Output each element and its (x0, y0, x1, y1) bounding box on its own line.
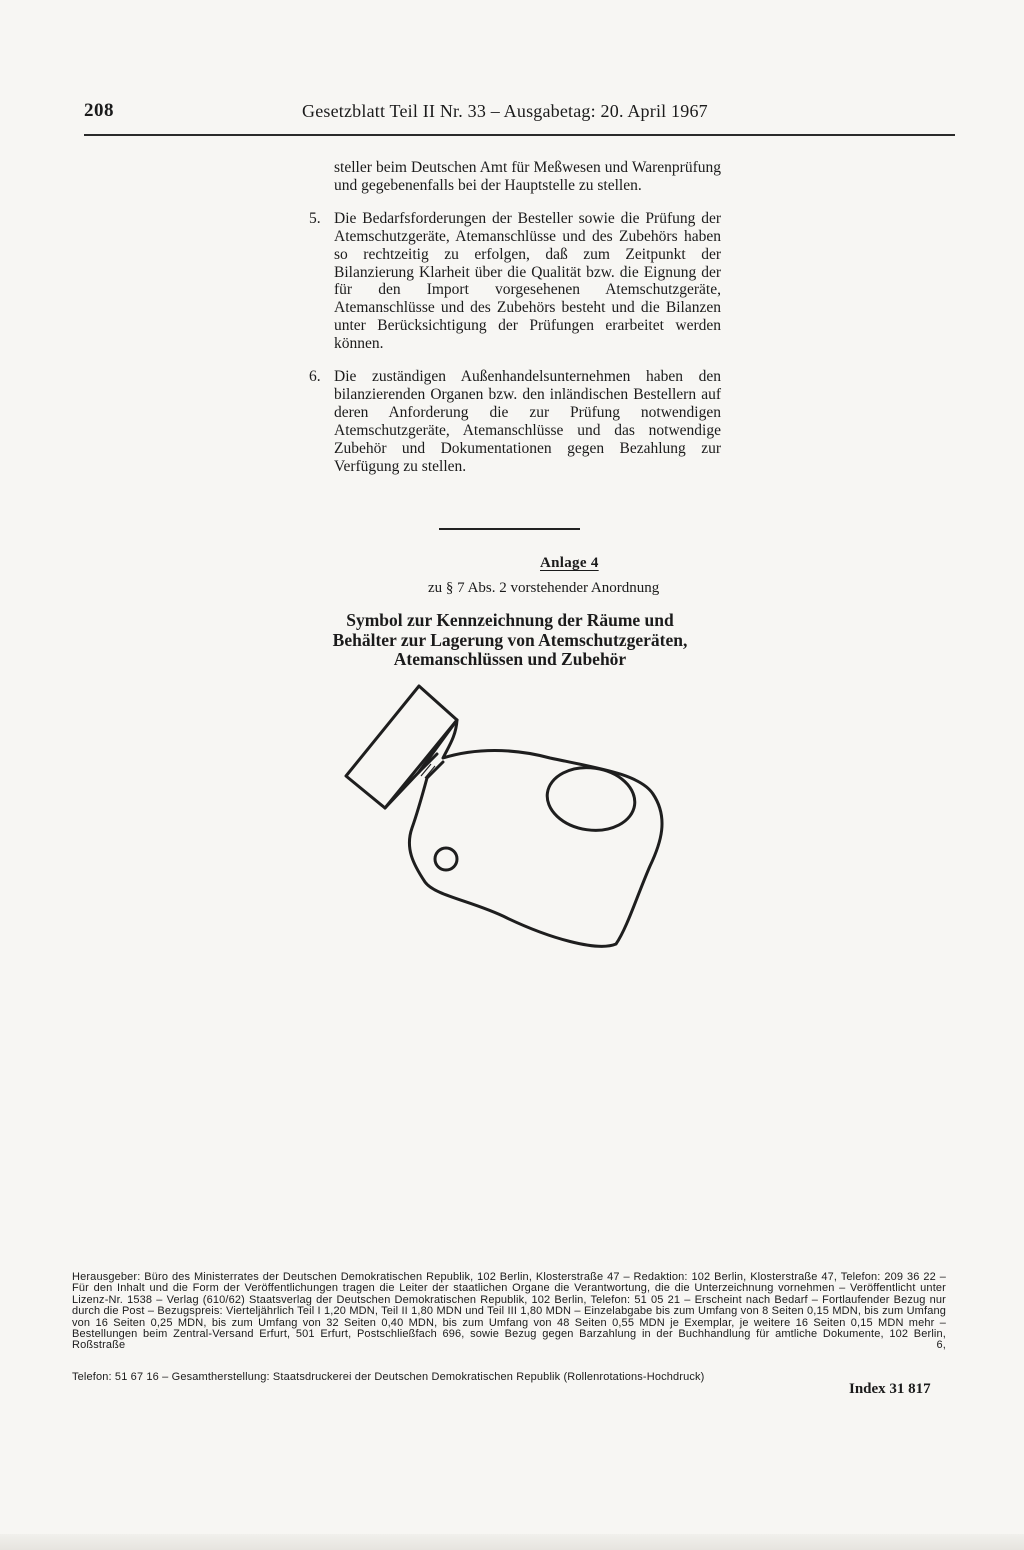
annex-reference: zu § 7 Abs. 2 vorstehender Anordnung (428, 580, 660, 596)
continuation-text: steller beim Deutschen Amt für Meßwesen und Warenprüfung und gegebenenfalls bei der Hauptstelle zu stellen. (334, 159, 721, 194)
respirator-canister-icon (335, 678, 680, 953)
canister-port (435, 848, 457, 870)
index-label: Index 31 817 (849, 1381, 931, 1397)
running-head: Gesetzblatt Teil II Nr. 33 – Ausgabetag: 20. April 1967 (302, 101, 708, 121)
caption-line: Symbol zur Kennzeichnung der Räume und (346, 610, 674, 630)
caption-line: Atemanschlüssen und Zubehör (393, 649, 627, 669)
item-number: 5. (309, 209, 321, 227)
section-divider (439, 528, 580, 530)
continuation-paragraph (309, 159, 721, 195)
item-text: Die Bedarfsforderungen der Besteller sowie die Prüfung der Atemschutzgeräte, Atemanschlüsse und des Zubehörs haben so rechtzeitig zu erfolgen, daß zum Zeitpunkt der Bilanzierung Klarheit über die Qualität bzw. die Eignung der für den Import vorgesehenen Atemschutzgeräte, Atemanschlüsse und des Zubehörs besteht und die Bilanzen unter Berücksichtigung der Prüfungen erarbeitet werden können. (334, 209, 721, 353)
imprint-block: Herausgeber: Büro des Ministerrates der Deutschen Demokratischen Republik, 102 Berlin, Klosterstraße 47 – Redaktion: 102 Berlin, Klosterstraße 47, Telefon: 209 36 22 – Für den Inhalt und die Form der Veröffentlichungen tragen die Leiter der staatlichen Organe die Verantwortung, die die Unterzeichnung vornehmen – Veröffentlicht unter Lizenz-Nr. 1538 – Verlag (610/62) Staatsverlag der Deutschen Demokratischen Republik, 102 Berlin, Telefon: 51 05 21 – Erscheint nach Bedarf – Fortlaufender Bezug nur durch die Post – Bezugspreis: Vierteljährlich Teil I 1,20 MDN, Teil II 1,80 MDN und Teil III 1,80 MDN – Einzelabgabe bis zum Umfang von 8 Seiten 0,15 MDN, bis zum Umfang von 16 Seiten 0,25 MDN, bis zum Umfang von 32 Seiten 0,40 MDN, bis zum Umfang von 48 Seiten 0,55 MDN je Exemplar, je weitere 16 Seiten 0,15 MDN mehr – Bestellungen beim Zentral-Versand Erfurt, 501 Erfurt, Postschließfach 696, sowie Bezug gegen Barzahlung in der Buchhandlung für amtliche Dokumente, 102 Berlin, Roßstraße 6, (72, 1271, 946, 1352)
caption-line: Behälter zur Lagerung von Atemschutzgeräten, (332, 629, 688, 650)
canister-window (543, 762, 639, 836)
list-item (309, 368, 721, 475)
list-item (309, 210, 721, 353)
imprint-last-line: Telefon: 51 67 16 – Gesamtherstellung: Staatsdruckerei der Deutschen Demokratischen Republik (Rollenrotations-Hochdruck) (72, 1371, 705, 1383)
body-column (309, 159, 721, 476)
page-number: 208 (84, 100, 114, 121)
header-rule (84, 134, 955, 136)
scan-edge (0, 1534, 1024, 1550)
respirator-symbol-drawing (335, 678, 680, 953)
item-number: 6. (309, 368, 321, 386)
canister-body (409, 720, 662, 946)
annex-title: Anlage 4 (540, 555, 599, 571)
symbol-caption (300, 611, 720, 670)
item-text: Die zuständigen Außenhandelsunternehmen haben den bilanzierenden Organen bzw. den inländischen Bestellern auf deren Anforderung die zur Prüfung notwendigen Atemschutzgeräte, Atemanschlüsse und das notwendige Zubehör und Dokumentationen gegen Bezahlung zur Verfügung zu stellen. (334, 368, 721, 475)
